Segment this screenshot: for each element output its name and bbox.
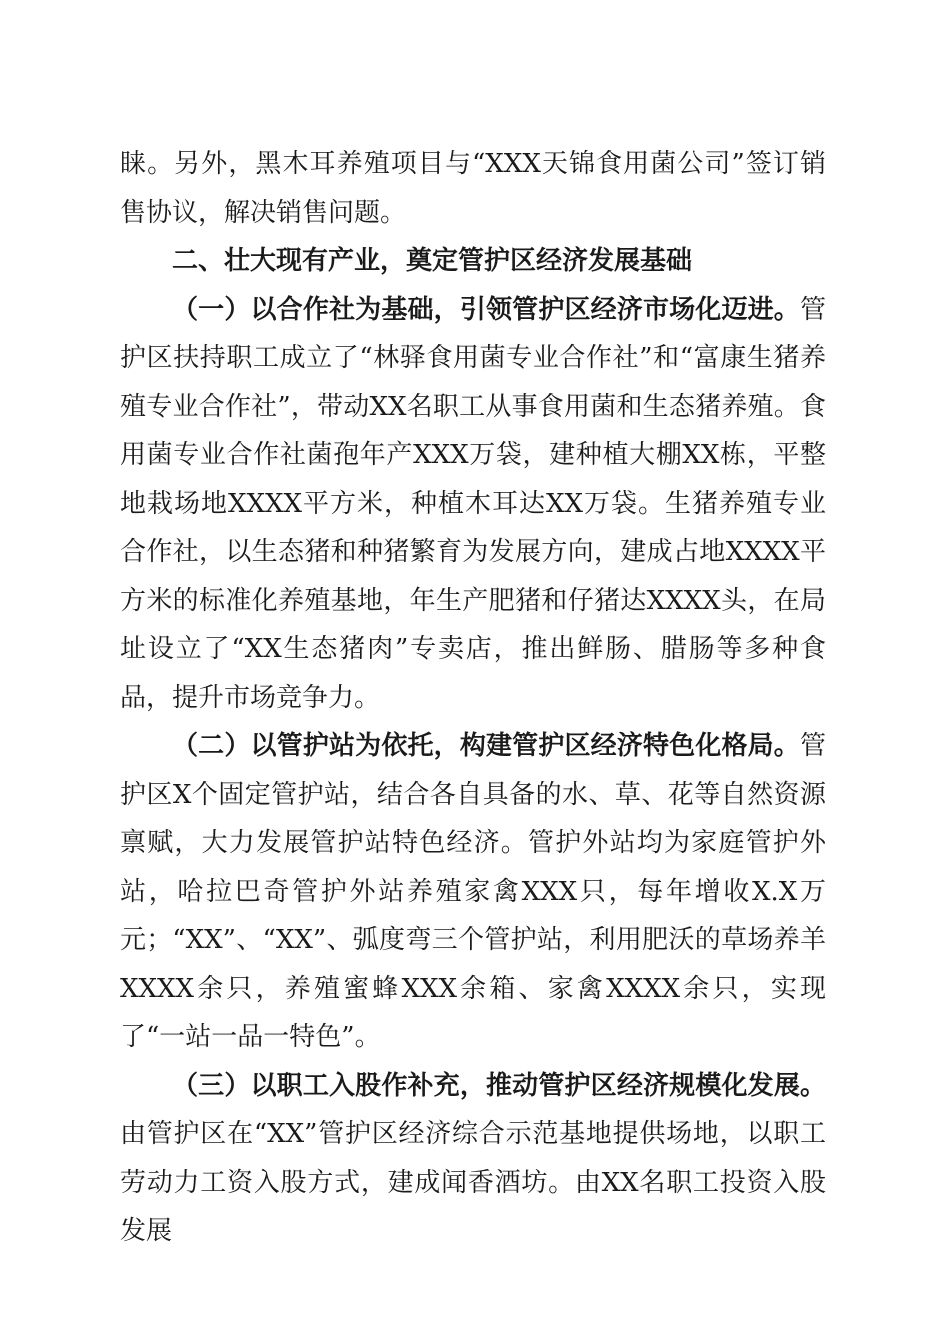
subsection-lead: （三）以职工入股作补充，推动管护区经济规模化发展。 [172,1070,826,1101]
section-heading: 二、壮大现有产业，奠定管护区经济发展基础 [172,246,693,276]
paragraph-shareholding [120,1062,826,1256]
subsection-lead: （二）以管护站为依托，构建管护区经济特色化格局。 [172,731,800,761]
subsection-lead: （一）以合作社为基础，引领管护区经济市场化迈进。 [172,294,800,325]
paragraph-text: 睐。另外，黑木耳养殖项目与“XXX天锦食用菌公司”签订销售协议，解决销售问题。 [120,149,826,228]
document-body [120,140,826,1256]
paragraph-station [120,722,826,1062]
paragraph-text: 由管护区在“XX”管护区经济综合示范基地提供场地，以职工劳动力工资入股方式，建成闻香酒坊。由XX名职工投资入股发展 [120,1119,826,1246]
paragraph-text: 管护区X个固定管护站，结合各自具备的水、草、花等自然资源禀赋，大力发展管护站特色经济。管护外站均为家庭管护外站，哈拉巴奇管护外站养殖家禽XXX只，每年增收X.X万元；“XX”、“XX”、弧度弯三个管护站，利用肥沃的草场养羊XXXX余只，养殖蜜蜂XXX余箱、家禽XXXX余只，实现了“一站一品一特色”。 [120,731,826,1052]
paragraph-text: 管护区扶持职工成立了“林驿食用菌专业合作社”和“富康生猪养殖专业合作社”，带动XX名职工从事食用菌和生态猪养殖。食用菌专业合作社菌孢年产XXX万袋，建种植大棚XX栋，平整地栽场地XXXX平方米，种植木耳达XX万袋。生猪养殖专业合作社，以生态猪和种猪繁育为发展方向，建成占地XXXX平方米的标准化养殖基地，年生产肥猪和仔猪达XXXX头，在局址设立了“XX生态猪肉”专卖店，推出鲜肠、腊肠等多种食品，提升市场竞争力。 [120,294,826,713]
paragraph-continuation [120,140,826,237]
paragraph-cooperative [120,286,826,723]
